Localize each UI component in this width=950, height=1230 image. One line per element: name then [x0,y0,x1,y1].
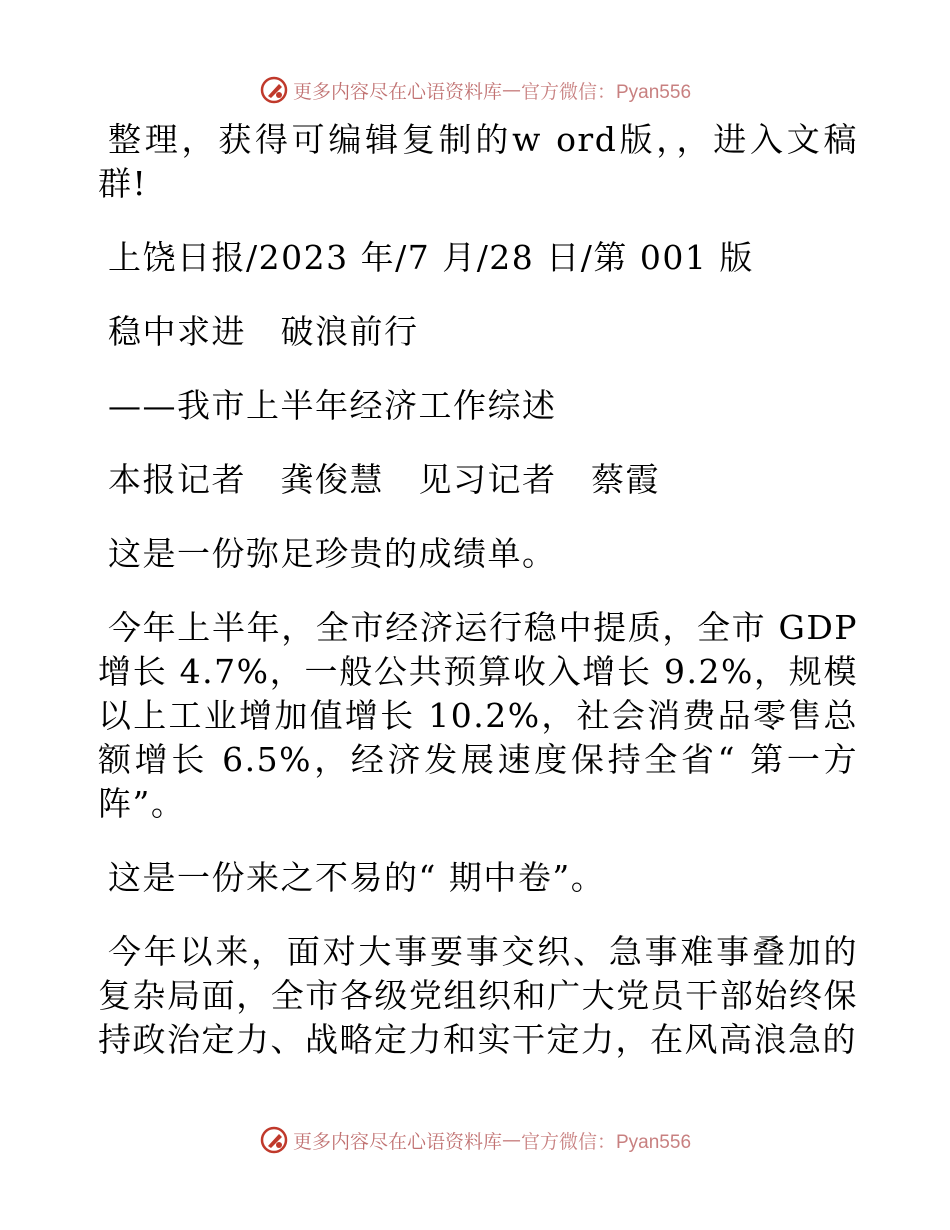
watermark-brand: 更多内容尽在心语资料库 [292,1130,502,1153]
document-body [98,118,858,1092]
watermark-separator: — [502,79,521,101]
source-line: 上饶日报/2023 年/7 月/28 日/第 001 版 [108,238,754,277]
header-watermark [0,70,950,110]
watermark-brand: 更多内容尽在心语资料库 [292,80,502,103]
paragraph: 今年上半年，全市经济运行稳中提质，全市 GDP 增长 4.7%，一般公共预算收入增长 9.2%，规模以上工业增加值增长 10.2%，社会消费品零售总额增长 6.5%，经济发展速度保持全省“ 第一方阵”。 [98,608,858,823]
paragraph: 这是一份弥足珍贵的成绩单。 [108,534,557,573]
pen-circle-logo-icon [259,75,289,105]
byline: 本报记者 龚俊慧 见习记者 蔡霞 [108,460,660,499]
watermark-account: 官方微信：Pyan556 [521,1131,692,1153]
pen-circle-logo-icon [259,1125,289,1155]
footer-watermark [0,1120,950,1160]
article-title: 稳中求进 破浪前行 [108,312,419,351]
article-subtitle: ——我市上半年经济工作综述 [108,386,557,425]
watermark-separator: — [502,1129,521,1151]
paragraph: 这是一份来之不易的“ 期中卷”。 [108,858,606,897]
intro-note: 整理，获得可编辑复制的w ord版，，进入文稿群! [98,120,858,203]
watermark-account: 官方微信：Pyan556 [521,81,692,103]
paragraph: 今年以来，面对大事要事交织、急事难事叠加的复杂局面，全市各级党组织和广大党员干部始终保持政治定力、战略定力和实干定力，在风高浪急的 [98,932,858,1059]
